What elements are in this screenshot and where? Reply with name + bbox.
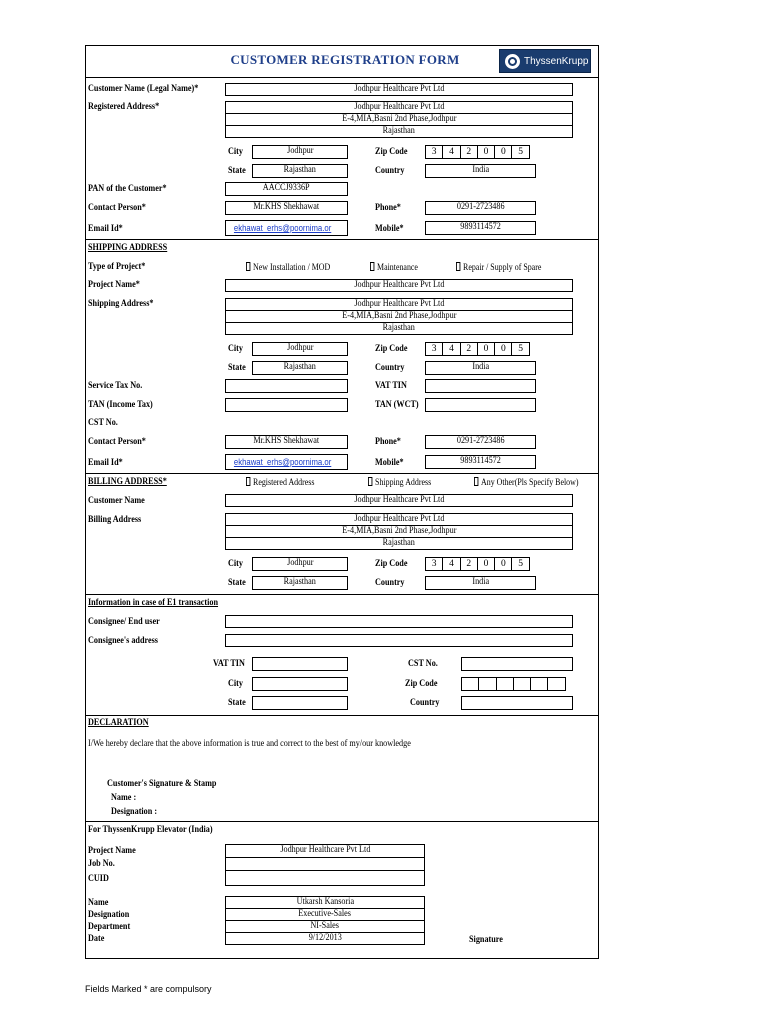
country-field[interactable]: [461, 696, 573, 710]
state-label: State: [228, 698, 246, 708]
country-label: Country: [375, 578, 405, 588]
phone-field[interactable]: 0291-2723486: [425, 435, 536, 449]
billing-address-line-2[interactable]: E-4,MIA,Basni 2nd Phase,Jodhpur: [225, 525, 573, 538]
checkbox-icon[interactable]: [474, 477, 478, 486]
email-link[interactable]: ekhawat_erhs@poornima.or: [233, 457, 332, 467]
zip-digit[interactable]: [478, 677, 496, 691]
shipping-address-line-2[interactable]: E-4,MIA,Basni 2nd Phase,Jodhpur: [225, 310, 573, 323]
divider: [85, 77, 599, 78]
tke-project-name-label: Project Name: [88, 846, 136, 856]
zip-digit[interactable]: 3: [425, 342, 443, 356]
job-no-label: Job No.: [88, 859, 115, 869]
country-field[interactable]: India: [425, 164, 536, 178]
tke-designation-field[interactable]: Executive-Sales: [225, 908, 425, 921]
vat-tin-field[interactable]: [425, 379, 536, 393]
zip-digit[interactable]: 4: [442, 557, 460, 571]
state-field[interactable]: Rajasthan: [252, 576, 348, 590]
zip-digit[interactable]: [530, 677, 548, 691]
vat-tin-label: VAT TIN: [375, 381, 407, 391]
cst-label: CST No.: [408, 659, 438, 669]
tke-name-label: Name: [88, 898, 109, 908]
zip-digit[interactable]: 0: [494, 342, 512, 356]
phone-label: Phone*: [375, 203, 401, 213]
email-field[interactable]: [225, 454, 348, 470]
country-label: Country: [375, 166, 405, 176]
tke-name-field[interactable]: Utkarsh Kansoria: [225, 896, 425, 909]
declaration-text: I/We hereby declare that the above information is true and correct to the best of my/our knowledge: [88, 739, 411, 749]
registered-address-label: Registered Address*: [88, 102, 160, 112]
city-field[interactable]: Jodhpur: [252, 342, 348, 356]
zip-digit[interactable]: 5: [511, 145, 529, 159]
declaration-heading: DECLARATION: [88, 718, 149, 728]
tan-wct-label: TAN (WCT): [375, 400, 419, 410]
service-tax-label: Service Tax No.: [88, 381, 143, 391]
logo-seal-icon: [505, 54, 520, 69]
tke-date-field[interactable]: 9/12/2013: [225, 932, 425, 945]
state-field[interactable]: Rajasthan: [252, 164, 348, 178]
signatory-name-label: Name :: [111, 793, 137, 803]
option-any-other[interactable]: Any Other(Pls Specify Below): [474, 477, 578, 488]
consignee-address-label: Consignee's address: [88, 636, 158, 646]
mobile-label: Mobile*: [375, 224, 404, 234]
zip-code-label: Zip Code: [375, 147, 408, 157]
customer-signature-label: Customer's Signature & Stamp: [107, 779, 217, 789]
zip-digit[interactable]: 0: [494, 557, 512, 571]
tke-date-label: Date: [88, 934, 105, 944]
email-link[interactable]: ekhawat_erhs@poornima.or: [233, 223, 332, 233]
country-label: Country: [410, 698, 440, 708]
mobile-field[interactable]: 9893114572: [425, 455, 536, 469]
tan-wct-field[interactable]: [425, 398, 536, 412]
state-label: State: [228, 166, 246, 176]
consignee-label: Consignee/ End user: [88, 617, 160, 627]
consignee-address-field[interactable]: [225, 634, 573, 647]
pan-field[interactable]: AACCJ9336P: [225, 182, 348, 196]
zip-digit[interactable]: 4: [442, 342, 460, 356]
checkbox-icon[interactable]: [456, 262, 460, 271]
customer-name-field[interactable]: Jodhpur Healthcare Pvt Ltd: [225, 83, 573, 96]
cuid-field[interactable]: [225, 870, 425, 886]
phone-label: Phone*: [375, 437, 401, 447]
billing-customer-name-field[interactable]: Jodhpur Healthcare Pvt Ltd: [225, 494, 573, 507]
tan-income-tax-field[interactable]: [225, 398, 348, 412]
cuid-label: CUID: [88, 874, 109, 884]
divider: [85, 473, 599, 474]
project-type-label: Type of Project*: [88, 262, 146, 272]
registered-address-line-3[interactable]: Rajasthan: [225, 125, 573, 138]
zip-code-field[interactable]: [425, 557, 530, 571]
zip-digit[interactable]: 0: [477, 342, 495, 356]
contact-person-field[interactable]: Mr.KHS Shekhawat: [225, 435, 348, 449]
pan-label: PAN of the Customer*: [88, 184, 167, 194]
zip-code-field[interactable]: [425, 145, 530, 159]
tke-department-field[interactable]: NI-Sales: [225, 920, 425, 933]
option-registered-address[interactable]: Registered Address: [246, 477, 314, 488]
zip-digit[interactable]: [547, 677, 565, 691]
tke-designation-label: Designation: [88, 910, 130, 920]
shipping-heading: SHIPPING ADDRESS: [88, 243, 168, 253]
shipping-address-line-1[interactable]: Jodhpur Healthcare Pvt Ltd: [225, 298, 573, 311]
billing-address-line-3[interactable]: Rajasthan: [225, 537, 573, 550]
zip-digit[interactable]: 5: [511, 557, 529, 571]
option-new-installation[interactable]: New Installation / MOD: [246, 262, 330, 273]
zip-digit[interactable]: 3: [425, 557, 443, 571]
tke-signature-label: Signature: [469, 935, 503, 945]
city-label: City: [228, 344, 243, 354]
contact-person-label: Contact Person*: [88, 437, 146, 447]
checkbox-icon[interactable]: [370, 262, 374, 271]
job-no-field[interactable]: [225, 857, 425, 871]
zip-digit[interactable]: 5: [511, 342, 529, 356]
shipping-address-label: Shipping Address*: [88, 299, 154, 309]
zip-digit[interactable]: 2: [460, 342, 478, 356]
zip-digit[interactable]: 0: [494, 145, 512, 159]
email-label: Email Id*: [88, 224, 123, 234]
tke-department-label: Department: [88, 922, 131, 932]
billing-address-label: Billing Address: [88, 515, 142, 525]
zip-code-field[interactable]: [425, 342, 530, 356]
tke-project-name-field[interactable]: Jodhpur Healthcare Pvt Ltd: [225, 844, 425, 858]
compulsory-fields-note: Fields Marked * are compulsory: [85, 984, 212, 994]
state-field[interactable]: [252, 696, 348, 710]
zip-digit[interactable]: 2: [460, 145, 478, 159]
form-title: CUSTOMER REGISTRATION FORM: [230, 52, 460, 67]
city-label: City: [228, 559, 243, 569]
zip-code-field[interactable]: [461, 677, 566, 691]
vat-tin-field[interactable]: [252, 657, 348, 671]
thyssenkrupp-logo: [499, 49, 591, 73]
zip-digit[interactable]: [513, 677, 531, 691]
checkbox-icon[interactable]: [246, 262, 250, 271]
zip-digit[interactable]: 0: [477, 557, 495, 571]
signatory-designation-label: Designation :: [111, 807, 158, 817]
checkbox-icon[interactable]: [368, 477, 372, 486]
billing-customer-name-label: Customer Name: [88, 496, 145, 506]
service-tax-field[interactable]: [225, 379, 348, 393]
zip-code-label: Zip Code: [375, 344, 408, 354]
email-field[interactable]: [225, 220, 348, 236]
zip-code-label: Zip Code: [405, 679, 438, 689]
tke-heading: For ThyssenKrupp Elevator (India): [88, 825, 213, 835]
tan-income-tax-label: TAN (Income Tax): [88, 400, 153, 410]
city-field[interactable]: [252, 677, 348, 691]
contact-person-label: Contact Person*: [88, 203, 146, 213]
logo-text: ThyssenKrupp: [524, 55, 589, 67]
cst-label: CST No.: [88, 418, 118, 428]
zip-digit[interactable]: 4: [442, 145, 460, 159]
divider: [85, 239, 599, 240]
zip-code-label: Zip Code: [375, 559, 408, 569]
checkbox-icon[interactable]: [246, 477, 250, 486]
option-shipping-address[interactable]: Shipping Address: [368, 477, 431, 488]
project-name-label: Project Name*: [88, 280, 140, 290]
registered-address-line-2[interactable]: E-4,MIA,Basni 2nd Phase,Jodhpur: [225, 113, 573, 126]
country-field[interactable]: India: [425, 576, 536, 590]
phone-field[interactable]: 0291-2723486: [425, 201, 536, 215]
divider: [85, 594, 599, 595]
state-label: State: [228, 363, 246, 373]
zip-digit[interactable]: 2: [460, 557, 478, 571]
divider: [85, 821, 599, 822]
email-label: Email Id*: [88, 458, 123, 468]
country-field[interactable]: India: [425, 361, 536, 375]
project-name-field[interactable]: Jodhpur Healthcare Pvt Ltd: [225, 279, 573, 292]
zip-digit[interactable]: [461, 677, 479, 691]
mobile-field[interactable]: 9893114572: [425, 221, 536, 235]
country-label: Country: [375, 363, 405, 373]
state-label: State: [228, 578, 246, 588]
city-label: City: [228, 679, 243, 689]
zip-digit[interactable]: 0: [477, 145, 495, 159]
contact-person-field[interactable]: Mr.KHS Shekhawat: [225, 201, 348, 215]
customer-name-label: Customer Name (Legal Name)*: [88, 84, 199, 94]
option-repair-supply[interactable]: Repair / Supply of Spare: [456, 262, 541, 273]
mobile-label: Mobile*: [375, 458, 404, 468]
vat-tin-label: VAT TIN: [213, 659, 245, 669]
shipping-address-line-3[interactable]: Rajasthan: [225, 322, 573, 335]
billing-address-line-1[interactable]: Jodhpur Healthcare Pvt Ltd: [225, 513, 573, 526]
e1-heading: Information in case of E1 transaction: [88, 598, 219, 608]
zip-digit[interactable]: 3: [425, 145, 443, 159]
divider: [85, 715, 599, 716]
state-field[interactable]: Rajasthan: [252, 361, 348, 375]
billing-heading: BILLING ADDRESS*: [88, 477, 167, 487]
cst-field[interactable]: [461, 657, 573, 671]
city-label: City: [228, 147, 243, 157]
registered-address-line-1[interactable]: Jodhpur Healthcare Pvt Ltd: [225, 101, 573, 114]
consignee-field[interactable]: [225, 615, 573, 628]
city-field[interactable]: Jodhpur: [252, 557, 348, 571]
city-field[interactable]: Jodhpur: [252, 145, 348, 159]
option-maintenance[interactable]: Maintenance: [370, 262, 418, 273]
zip-digit[interactable]: [496, 677, 514, 691]
